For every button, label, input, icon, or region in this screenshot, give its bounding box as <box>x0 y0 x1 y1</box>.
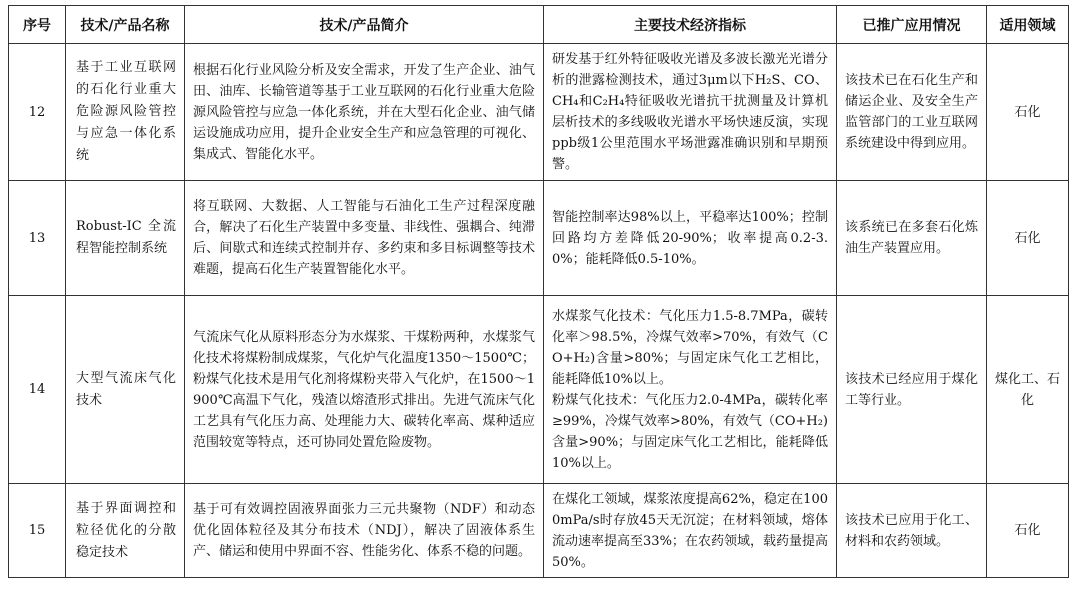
tech-intro: 气流床气化从原料形态分为水煤浆、干煤粉两种，水煤浆气化技术将煤粉制成煤浆，气化炉气化温度1350～1500℃；粉煤气化技术是用气化剂将煤粉夹带入气化炉，在1500～1900℃高温下气化，残渣以熔渣形式排出。先进气流床气化工艺具有气化压力高、处理能力大、碳转化率高、煤种适应范围较宽等特点，还可协同处置危险废物。 <box>185 296 544 484</box>
applicable-field: 石化 <box>987 484 1069 578</box>
row-number: 13 <box>9 181 66 296</box>
header-status: 已推广应用情况 <box>837 6 987 44</box>
header-indicators: 主要技术经济指标 <box>544 6 837 44</box>
table-row <box>9 181 1069 296</box>
tech-name: 基于界面调控和粒径优化的分散稳定技术 <box>66 484 185 578</box>
tech-intro: 基于可有效调控固液界面张力三元共聚物（NDF）和动态优化固体粒径及其分布技术（NDJ），解决了固液体系生产、储运和使用中界面不容、性能劣化、体系不稳的问题。 <box>185 484 544 578</box>
header-no: 序号 <box>9 6 66 44</box>
table-row <box>9 296 1069 484</box>
technology-table <box>8 5 1069 578</box>
table-header-row <box>9 6 1069 44</box>
tech-indicators: 在煤化工领域，煤浆浓度提高62%，稳定在1000mPa/s时存放45天无沉淀；在材料领域，熔体流动速率提高至33%；在农药领域，载药量提高50%。 <box>544 484 837 578</box>
tech-name: 基于工业互联网的石化行业重大危险源风险管控与应急一体化系统 <box>66 44 185 181</box>
applicable-field: 石化 <box>987 44 1069 181</box>
row-number: 12 <box>9 44 66 181</box>
application-status: 该技术已在石化生产和储运企业、及安全生产监管部门的工业互联网系统建设中得到应用。 <box>837 44 987 181</box>
application-status: 该技术已经应用于煤化工等行业。 <box>837 296 987 484</box>
applicable-field: 石化 <box>987 181 1069 296</box>
tech-name: 大型气流床气化技术 <box>66 296 185 484</box>
row-number: 14 <box>9 296 66 484</box>
applicable-field: 煤化工、石化 <box>987 296 1069 484</box>
row-number: 15 <box>9 484 66 578</box>
header-field: 适用领域 <box>987 6 1069 44</box>
application-status: 该技术已应用于化工、材料和农药领域。 <box>837 484 987 578</box>
table-row <box>9 44 1069 181</box>
tech-indicators: 智能控制率达98%以上，平稳率达100%；控制回路均方差降低20-90%；收率提高0.2-3.0%；能耗降低0.5-10%。 <box>544 181 837 296</box>
tech-indicators: 水煤浆气化技术：气化压力1.5-8.7MPa，碳转化率＞98.5%，冷煤气效率>70%，有效气（CO+H₂)含量>80%；与固定床气化工艺相比，能耗降低10%以上。 粉煤气化技术：气化压力2.0-4MPa，碳转化率≥99%，冷煤气效率>80%，有效气（CO+H₂)含量>90%；与固定床气化工艺相比，能耗降低10%以上。 <box>544 296 837 484</box>
application-status: 该系统已在多套石化炼油生产装置应用。 <box>837 181 987 296</box>
tech-intro: 将互联网、大数据、人工智能与石油化工生产过程深度融合，解决了石化生产装置中多变量、非线性、强耦合、纯滞后、间歇式和连续式控制并存、多约束和多目标调整等技术难题，提高石化生产装置智能化水平。 <box>185 181 544 296</box>
header-intro: 技术/产品简介 <box>185 6 544 44</box>
tech-intro: 根据石化行业风险分析及安全需求，开发了生产企业、油气田、油库、长输管道等基于工业互联网的石化行业重大危险源风险管控与应急一体化系统，并在大型石化企业、油气储运设施成功应用，提升企业安全生产和应急管理的可视化、集成式、智能化水平。 <box>185 44 544 181</box>
header-name: 技术/产品名称 <box>66 6 185 44</box>
tech-indicators: 研发基于红外特征吸收光谱及多波长激光光谱分析的泄露检测技术，通过3μm以下H₂S、CO、CH₄和C₂H₄特征吸收光谱抗干扰测量及计算机层析技术的多线吸收光谱水平场快速反演，实现ppb级1公里范围水平场泄露准确识别和早期预警。 <box>544 44 837 181</box>
tech-name: Robust-IC 全流程智能控制系统 <box>66 181 185 296</box>
table-row <box>9 484 1069 578</box>
